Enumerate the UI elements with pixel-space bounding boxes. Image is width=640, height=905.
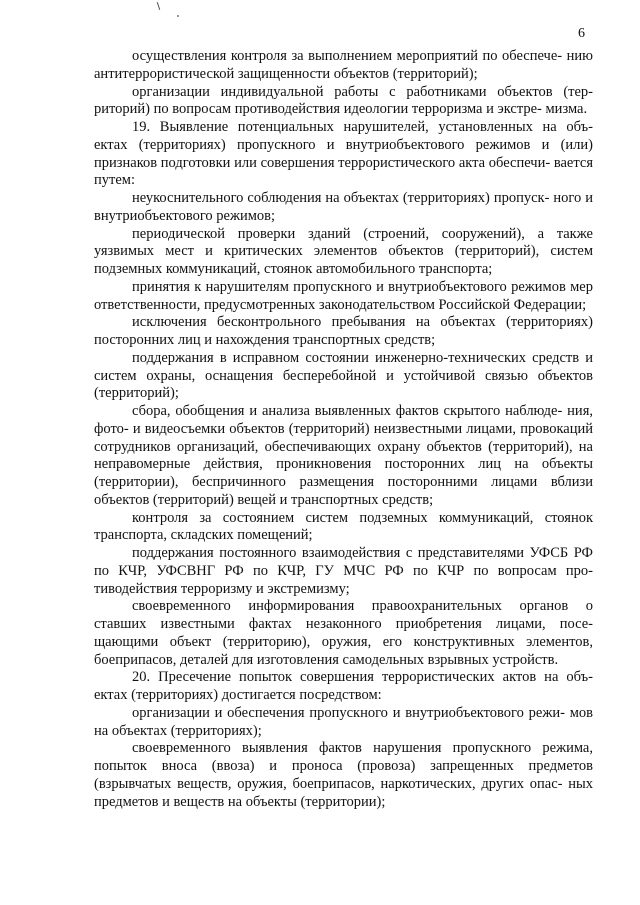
paragraph-unauthorized-presence: исключения бесконтрольного пребывания на объектах (территориях) посторонних лиц и нахождения транспортных средств; xyxy=(94,314,593,348)
paragraph-control-measures: осуществления контроля за выполнением мероприятий по обеспече- нию антитеррористической защищенности объектов (территорий); xyxy=(94,48,593,82)
paragraph-clause-20: 20. Пресечение попыток совершения террористических актов на объ- ектах (территориях) достигается посредством: xyxy=(94,669,593,703)
paragraph-engineering-systems: поддержания в исправном состоянии инженерно-технических средств и систем охраны, оснащения бесперебойной и устойчивой связью объектов (территорий); xyxy=(94,349,593,402)
paragraph-informing-authorities: своевременного информирования правоохранительных органов о ставших известными фактах незаконного приобретения лицами, посе- щающими объект (территорию), оружия, его конструктивных элементов, боеприпасов, деталей для изготовления самодельных взрывных устройств. xyxy=(94,598,593,668)
paragraph-violation-detection: своевременного выявления фактов нарушения пропускного режима, попыток вноса (ввоза) и проноса (провоза) запрещенных предметов (взрывчатых веществ, оружия, боеприпасов, наркотических, других опас- ных предметов и веществ на объекты (территории); xyxy=(94,740,593,810)
scan-artifact-dot xyxy=(177,15,179,17)
paragraph-access-regime: организации и обеспечения пропускного и внутриобъектового режи- мов на объектах (территориях); xyxy=(94,704,593,739)
paragraph-periodic-inspection: периодической проверки зданий (строений, сооружений), а также уязвимых мест и критических элементов объектов (территорий), систем подземных коммуникаций, стоянок автомобильного транспорта; xyxy=(94,225,593,277)
paragraph-surveillance-analysis: сбора, обобщения и анализа выявленных фактов скрытого наблюде- ния, фото- и видеосъемки объектов (территорий) неизвестными лицами, провокаций сотрудников организаций, обеспечивающих охрану объектов (территорий), на неправомерные действия, проникновения посторонних лиц на объекты (территории), беспричинного размещения посторонними лицами вблизи объектов (территорий) вещей и транспортных средств; xyxy=(94,403,593,508)
scan-artifact-mark xyxy=(157,2,160,10)
document-body xyxy=(94,48,593,811)
paragraph-individual-work: организации индивидуальной работы с работниками объектов (тер- риторий) по вопросам противодействия идеологии терроризма и экстре- мизма. xyxy=(94,83,593,118)
paragraph-strict-compliance: неукоснительного соблюдения на объектах (территориях) пропуск- ного и внутриобъектового режимов; xyxy=(94,190,593,224)
paragraph-liability-measures: принятия к нарушителям пропускного и внутриобъектового режимов мер ответственности, предусмотренных законодательством Российской Федерации; xyxy=(94,278,593,313)
paragraph-underground-control: контроля за состоянием систем подземных коммуникаций, стоянок транспорта, складских помещений; xyxy=(94,509,593,544)
page-number: 6 xyxy=(578,26,585,41)
paragraph-interaction: поддержания постоянного взаимодействия с представителями УФСБ РФ по КЧР, УФСВНГ РФ по КЧР, ГУ МЧС РФ по КЧР по вопросам про- тиводействия терроризму и экстремизму; xyxy=(94,545,593,597)
paragraph-clause-19: 19. Выявление потенциальных нарушителей, установленных на объ- ектах (территориях) пропускного и внутриобъектового режимов и (или) признаков подготовки или совершения террористического акта обеспечи- вается путем: xyxy=(94,119,593,189)
